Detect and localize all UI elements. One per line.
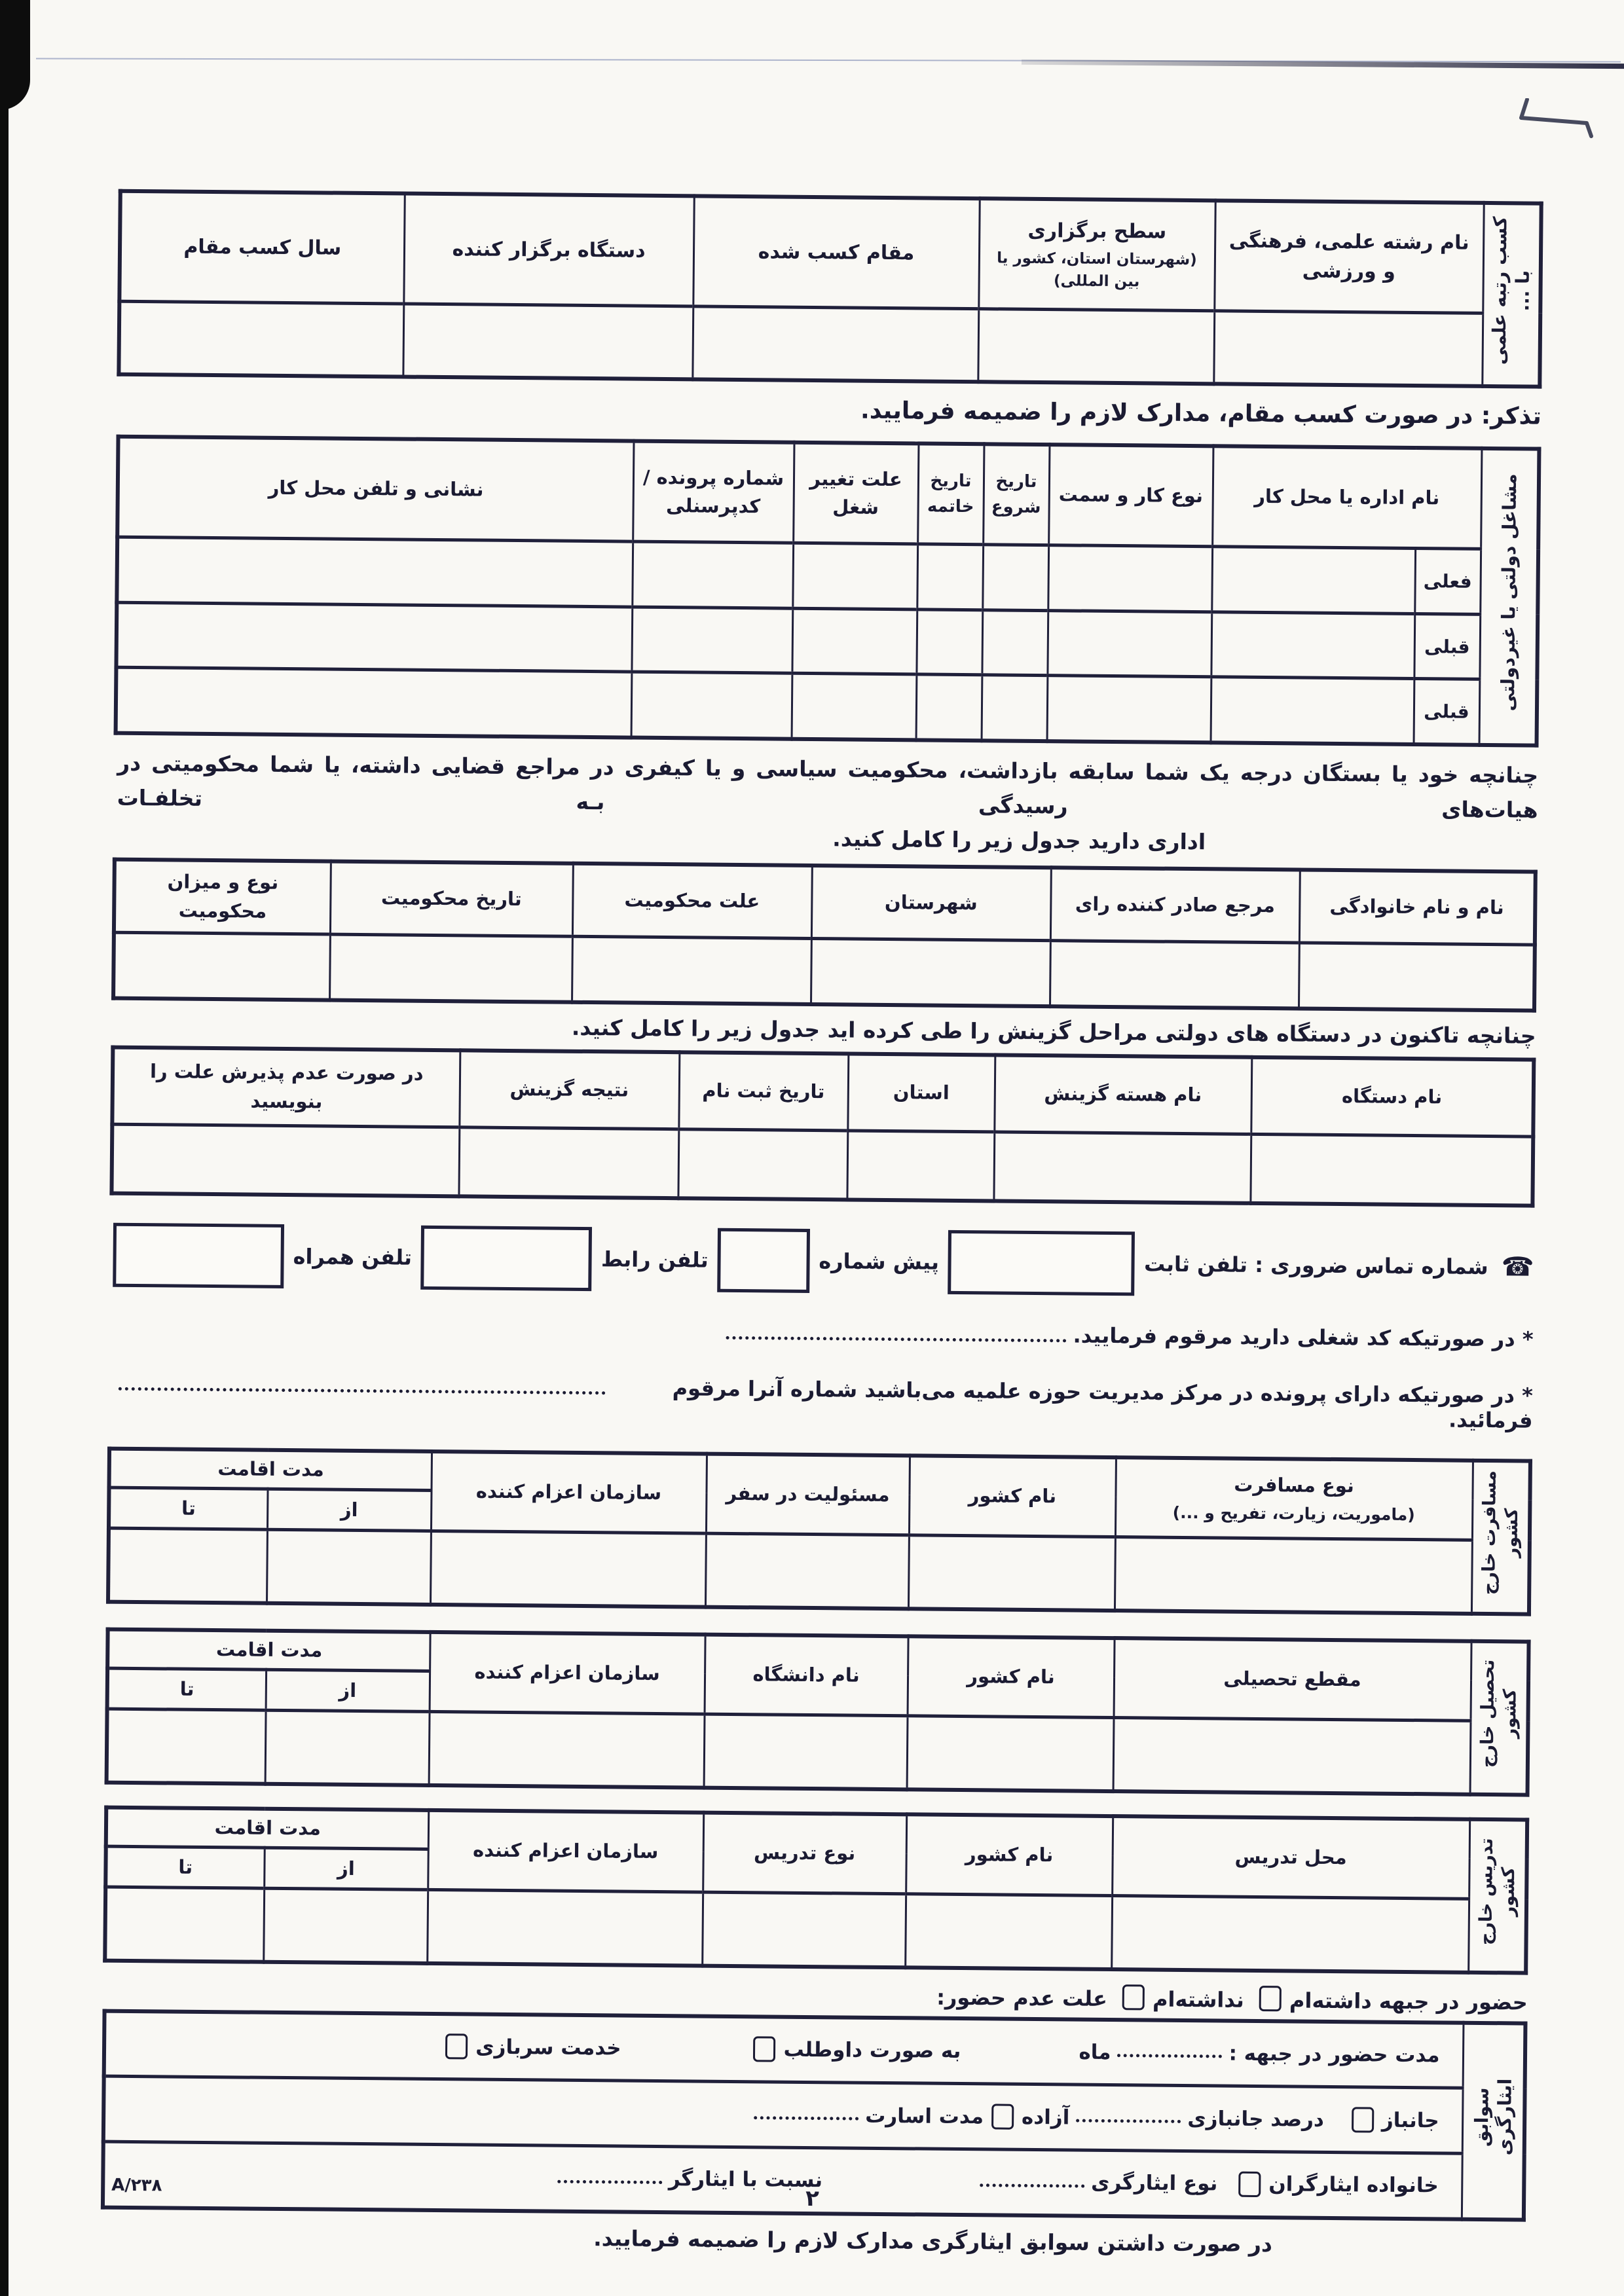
input-cell[interactable]: [916, 674, 982, 740]
input-cell[interactable]: [263, 1888, 428, 1963]
input-cell[interactable]: [116, 668, 632, 738]
teaching-table: [103, 1805, 1529, 1975]
input-cell[interactable]: [458, 1127, 678, 1198]
jobs-row-label-previous: قبلی: [1414, 613, 1480, 679]
teaching-header-from: از: [264, 1848, 428, 1889]
jobs-row-label-current: فعلی: [1414, 549, 1481, 614]
ithar-note: در صورت داشتن سوابق ایثارگری مدارک لازم را ضمیمه فرمایید.: [593, 2225, 1273, 2257]
input-cell[interactable]: [847, 1131, 994, 1201]
job-code-note: * در صورتیکه کد شغلی دارید مرقوم فرمایید.: [113, 1314, 1534, 1351]
present-checkbox[interactable]: [1259, 1986, 1282, 2011]
travel-header-org: سازمان اعزام کننده: [431, 1451, 707, 1533]
study-header-from: از: [266, 1669, 430, 1711]
study-header-country: نام کشور: [908, 1636, 1115, 1718]
page-number: ۲: [805, 2185, 820, 2212]
ithar-row-janbaz: جانباز درصد جانبازی آزاده مدت اسارت: [103, 2076, 1463, 2153]
family-checkbox[interactable]: [1238, 2171, 1261, 2196]
study-header-level: مقطع تحصیلی: [1114, 1638, 1471, 1721]
awards-header-rank: مقام کسب شده: [693, 196, 979, 308]
conv-header-type: نوع و میزان محکومیت: [114, 859, 331, 934]
input-cell[interactable]: [1115, 1537, 1472, 1614]
dotted-line[interactable]: [1076, 2113, 1181, 2123]
input-cell[interactable]: [982, 675, 1048, 741]
teaching-side-label: تدریس خارج کشور: [1468, 1819, 1527, 1973]
input-cell[interactable]: [105, 1887, 264, 1961]
study-header-duration: مدت اقامت: [107, 1629, 430, 1671]
teaching-header-org: سازمان اعزام کننده: [428, 1810, 703, 1892]
input-cell[interactable]: [811, 938, 1050, 1006]
input-cell[interactable]: [108, 1528, 267, 1603]
input-cell[interactable]: [1299, 943, 1535, 1010]
input-cell[interactable]: [907, 1716, 1114, 1791]
input-cell[interactable]: [1250, 1134, 1533, 1205]
landline-label: شماره تماس ضروری : تلفن ثابت: [1143, 1250, 1488, 1279]
goz-header-org: نام دستگاه: [1251, 1057, 1534, 1137]
conv-header-authority: مرجع صادر کننده رای: [1050, 867, 1300, 943]
gozinesh-table: [109, 1045, 1536, 1207]
jobs-header-office: نام اداره یا محل کار: [1212, 446, 1481, 549]
input-cell[interactable]: [1047, 610, 1211, 677]
military-checkbox[interactable]: [445, 2033, 468, 2059]
jobs-table: [114, 435, 1541, 747]
input-cell[interactable]: [982, 545, 1048, 610]
goz-header-result: نتیجه گزینش: [459, 1050, 679, 1129]
teaching-header-duration: مدت اقامت: [106, 1807, 429, 1849]
input-cell[interactable]: [430, 1531, 706, 1607]
awards-header-org: دستگاه برگزار کننده: [403, 194, 693, 306]
conv-header-date: تاریخ محکومیت: [330, 861, 573, 936]
travel-header-country: نام کشور: [909, 1455, 1116, 1537]
input-cell[interactable]: [1211, 547, 1415, 613]
jobs-side-label: مشاغل دولتی یا غیردولتی: [1479, 448, 1540, 745]
awards-side-label: کسب رتبه علمی با ...: [1482, 203, 1541, 387]
landline-box[interactable]: [948, 1230, 1135, 1295]
input-cell[interactable]: [267, 1529, 431, 1604]
input-cell[interactable]: [982, 610, 1048, 675]
dotted-line[interactable]: [1117, 2047, 1222, 2058]
goz-header-core: نام هسته گزینش: [994, 1055, 1251, 1134]
input-cell[interactable]: [916, 610, 982, 675]
input-cell[interactable]: [905, 1894, 1112, 1969]
awards-header-level: سطح برگزاری (شهرستان استان، کشور یا بین المللی): [978, 198, 1215, 310]
mobile-box[interactable]: [113, 1222, 284, 1288]
goz-header-province: استان: [847, 1053, 995, 1132]
input-cell[interactable]: [1113, 1718, 1471, 1795]
input-cell[interactable]: [107, 1709, 266, 1783]
convictions-intro: چنانچه خود یا بستگان درجه یک شما سابقه بازداشت، محکومیت سیاسی و یا کیفری در مراجع قضایی داشته، یا شما محکومیتی در هیات‌های رسیدگی بـه تخلفـات اداری دارید جدول زیر را کامل کنید.: [117, 750, 1539, 854]
input-cell[interactable]: [427, 1889, 703, 1965]
travel-header-to: تا: [109, 1487, 268, 1529]
jobs-header-fileno: شماره پرونده /کدپرسنلی: [633, 441, 794, 543]
study-side-label: تحصیل خارج کشور: [1470, 1641, 1529, 1795]
dotted-line[interactable]: [119, 1380, 606, 1394]
input-cell[interactable]: [705, 1533, 909, 1609]
dotted-line[interactable]: [557, 2173, 662, 2183]
input-cell[interactable]: [792, 608, 917, 674]
janbaz-checkbox[interactable]: [1352, 2107, 1374, 2132]
travel-side-label: مسافرت خارج کشور: [1471, 1460, 1530, 1614]
input-cell[interactable]: [908, 1535, 1115, 1611]
input-cell[interactable]: [792, 543, 917, 609]
conv-header-name: نام و نام خانوادگی: [1299, 869, 1536, 945]
input-cell[interactable]: [265, 1710, 430, 1785]
study-header-to: تا: [107, 1668, 267, 1710]
prefix-box[interactable]: [717, 1228, 809, 1292]
study-table: [105, 1627, 1531, 1796]
jobs-header-end: تاریخ خاتمه: [917, 443, 984, 544]
input-cell[interactable]: [119, 301, 403, 377]
input-cell[interactable]: [1111, 1896, 1469, 1973]
jobs-header-address: نشانی و تلفن محل کار: [117, 437, 633, 541]
phone-icon: ☎: [1501, 1251, 1534, 1283]
ithar-row-front: مدت حضور در جبهه : ماه به صورت داوطلب خدمت سربازی: [104, 2011, 1464, 2088]
input-cell[interactable]: [572, 936, 811, 1004]
jobs-header-start: تاریخ شروع: [983, 444, 1049, 545]
conv-header-cause: علت محکومیت: [572, 863, 812, 938]
goz-header-regdate: تاریخ ثبت نام: [678, 1052, 848, 1131]
travel-header-role: مسئولیت در سفر: [706, 1453, 910, 1535]
input-cell[interactable]: [329, 934, 572, 1002]
dotted-line[interactable]: [754, 2109, 858, 2120]
study-header-univ: نام دانشگاه: [705, 1634, 908, 1716]
input-cell[interactable]: [113, 932, 330, 1000]
prefix-label: پیش شماره: [819, 1248, 940, 1275]
teaching-header-place: محل تدریس: [1112, 1816, 1469, 1899]
awards-note: تذکر: در صورت کسب مقام، مدارک لازم را ضمیمه فرمایید.: [860, 397, 1542, 430]
input-cell[interactable]: [429, 1711, 705, 1787]
dotted-line[interactable]: [726, 1329, 1067, 1342]
input-cell[interactable]: [1047, 676, 1211, 742]
teaching-header-type: نوع تدریس: [703, 1812, 906, 1894]
input-cell[interactable]: [1213, 310, 1483, 386]
input-cell[interactable]: [917, 544, 983, 610]
input-cell[interactable]: [692, 306, 978, 382]
input-cell[interactable]: [1050, 941, 1299, 1008]
liaison-label: تلفن رابط: [600, 1246, 709, 1273]
input-cell[interactable]: [792, 674, 917, 740]
input-cell[interactable]: [111, 1124, 459, 1196]
input-cell[interactable]: [702, 1892, 906, 1967]
mobile-label: تلفن همراه: [293, 1243, 413, 1270]
input-cell[interactable]: [704, 1714, 908, 1789]
absent-checkbox[interactable]: [1122, 1984, 1145, 2010]
input-cell[interactable]: [1211, 612, 1414, 679]
jobs-header-worktype: نوع کار و سمت: [1048, 445, 1213, 547]
teaching-header-to: تا: [105, 1846, 265, 1888]
input-cell[interactable]: [631, 672, 792, 738]
awards-header-field: نام رشته علمی، فرهنگی و ورزشی: [1214, 200, 1483, 313]
azadeh-checkbox[interactable]: [991, 2104, 1014, 2129]
ithar-side-label: سوابق ایثارگری: [1462, 2022, 1526, 2219]
input-cell[interactable]: [631, 607, 792, 674]
ithar-row-family: خانواده ایثارگران نوع ایثارگری نسبت با ایثارگر: [103, 2141, 1462, 2219]
input-cell[interactable]: [1048, 545, 1212, 612]
hawza-note: * در صورتیکه دارای پرونده در مرکز مدیریت حوزه علمیه می‌باشید شماره آنرا مرقوم فرمائید.: [111, 1370, 1533, 1432]
jobs-row-label-previous2: قبلی: [1414, 679, 1480, 745]
study-header-org: سازمان اعزام کننده: [430, 1631, 705, 1714]
teaching-header-country: نام کشور: [906, 1814, 1113, 1896]
conv-header-city: شهرستان: [811, 865, 1051, 940]
input-cell[interactable]: [978, 308, 1214, 384]
awards-header-year: سال کسب مقام: [119, 191, 404, 304]
goz-header-reject: در صورت عدم پذیرش علت را بنویسید: [112, 1047, 460, 1127]
dotted-line[interactable]: [980, 2177, 1084, 2187]
gozinesh-intro: چنانچه تاکنون در دستگاه های دولتی مراحل گزینش را طی کرده اید جدول زیر را کامل کنید.: [571, 1014, 1536, 1049]
input-cell[interactable]: [678, 1129, 847, 1199]
input-cell[interactable]: [117, 537, 633, 606]
input-cell[interactable]: [116, 602, 632, 672]
convictions-table: [111, 857, 1538, 1012]
input-cell[interactable]: [632, 541, 793, 608]
input-cell[interactable]: [993, 1132, 1251, 1203]
jebheh-line: حضور در جبهه داشته‌ام نداشته‌ام علت عدم حضور:: [936, 1984, 1528, 2015]
form-code: A/۲۳۸: [111, 2175, 162, 2196]
emergency-contact-row: [113, 1222, 1534, 1299]
awards-table: [117, 189, 1543, 389]
travel-header-duration: مدت اقامت: [109, 1448, 432, 1490]
input-cell[interactable]: [403, 304, 693, 380]
jobs-header-reason: علت تغییر شغل: [793, 443, 918, 544]
liaison-box[interactable]: [421, 1225, 593, 1290]
travel-header-from: از: [267, 1489, 432, 1531]
travel-table: [106, 1446, 1532, 1616]
volunteer-checkbox[interactable]: [753, 2037, 775, 2062]
input-cell[interactable]: [1211, 677, 1414, 744]
travel-header-type: نوع مسافرت (ماموریت، زیارت، تفریح و ...): [1115, 1457, 1473, 1540]
